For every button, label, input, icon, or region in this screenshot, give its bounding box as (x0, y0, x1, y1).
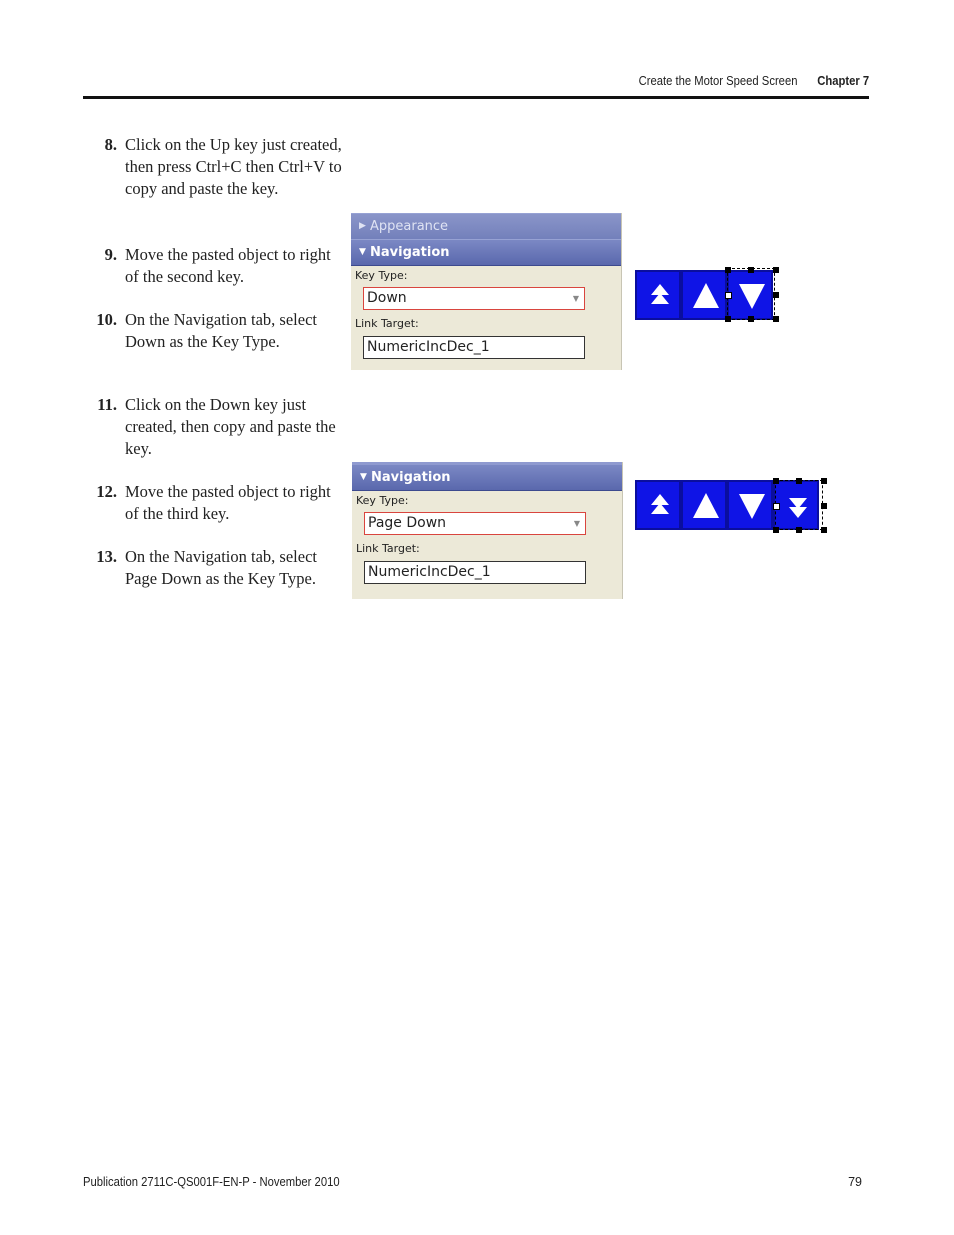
header-chapter: Chapter 7 (817, 74, 869, 88)
key-type-select[interactable] (364, 512, 586, 535)
dropdown-arrow-icon[interactable]: ▼ (573, 519, 580, 528)
link-target-label: Link Target: (356, 542, 420, 555)
header-section-title: Create the Motor Speed Screen (638, 74, 798, 88)
resize-handle[interactable] (796, 527, 802, 533)
down-key-selected[interactable] (727, 270, 773, 320)
resize-handle[interactable] (748, 267, 754, 273)
step-12 (80, 481, 342, 525)
keys-group-1 (635, 270, 785, 320)
navigation-tab[interactable]: ▼ Navigation (351, 239, 621, 266)
resize-handle[interactable] (725, 316, 731, 322)
step-text: Click on the Up key just created, then press Ctrl+C then Ctrl+V to copy and paste the key. (125, 135, 342, 198)
resize-handle[interactable] (821, 527, 827, 533)
key-type-value: Down (367, 290, 407, 306)
step-number: 11. (97, 395, 117, 414)
page-up-key[interactable] (635, 270, 681, 320)
up-arrow-icon (683, 272, 729, 322)
step-number: 13. (96, 547, 117, 566)
step-text: Move the pasted object to right of the third key. (125, 482, 331, 523)
key-type-label: Key Type: (356, 494, 409, 507)
step-number: 9. (104, 245, 117, 264)
step-number: 12. (96, 482, 117, 501)
step-9 (80, 244, 342, 288)
step-text: Click on the Down key just created, then copy and paste the key. (125, 395, 336, 458)
properties-panel-1 (351, 213, 622, 370)
step-10 (80, 309, 342, 353)
resize-handle[interactable] (773, 267, 779, 273)
resize-handle[interactable] (821, 503, 827, 509)
up-key[interactable] (681, 270, 727, 320)
link-target-value: NumericIncDec_1 (367, 339, 490, 355)
resize-handle[interactable] (748, 316, 754, 322)
step-text: On the Navigation tab, select Page Down as the Key Type. (125, 547, 317, 588)
resize-handle[interactable] (773, 478, 779, 484)
page-up-icon (637, 482, 683, 532)
key-type-select[interactable] (363, 287, 585, 310)
page-up-icon (637, 272, 683, 322)
properties-panel-2 (352, 462, 623, 599)
step-8 (80, 134, 342, 200)
resize-handle[interactable] (821, 478, 827, 484)
page-number: 79 (848, 1175, 862, 1189)
resize-handle[interactable] (773, 527, 779, 533)
down-arrow-icon (729, 482, 775, 532)
step-11 (80, 394, 342, 460)
navigation-tab[interactable]: ▼ Navigation (352, 462, 622, 491)
step-text: On the Navigation tab, select Down as the Key Type. (125, 310, 317, 351)
page-down-icon (775, 482, 821, 532)
link-target-input[interactable] (364, 561, 586, 584)
expand-icon: ▶ (359, 221, 366, 231)
step-number: 8. (104, 135, 117, 154)
resize-handle[interactable] (773, 292, 779, 298)
link-target-label: Link Target: (355, 317, 419, 330)
link-target-input[interactable] (363, 336, 585, 359)
dropdown-arrow-icon[interactable]: ▼ (572, 294, 579, 303)
resize-handle[interactable] (773, 503, 780, 510)
collapse-icon: ▼ (360, 472, 367, 482)
up-arrow-icon (683, 482, 729, 532)
up-key[interactable] (681, 480, 727, 530)
appearance-tab[interactable]: ▶ Appearance (351, 213, 621, 239)
resize-handle[interactable] (773, 316, 779, 322)
down-arrow-icon (729, 272, 775, 322)
collapse-icon: ▼ (359, 247, 366, 257)
step-number: 10. (96, 310, 117, 329)
key-type-label: Key Type: (355, 269, 408, 282)
link-target-value: NumericIncDec_1 (368, 564, 491, 580)
step-text: Move the pasted object to right of the second key. (125, 245, 331, 286)
key-type-value: Page Down (368, 515, 447, 531)
page-up-key[interactable] (635, 480, 681, 530)
keys-group-2 (635, 480, 830, 530)
running-header (638, 74, 869, 88)
step-13 (80, 546, 342, 590)
header-rule (83, 96, 869, 99)
resize-handle[interactable] (796, 478, 802, 484)
resize-handle[interactable] (725, 292, 732, 299)
resize-handle[interactable] (725, 267, 731, 273)
publication-info: Publication 2711C-QS001F-EN-P - November 2010 (83, 1175, 340, 1189)
down-key[interactable] (727, 480, 773, 530)
